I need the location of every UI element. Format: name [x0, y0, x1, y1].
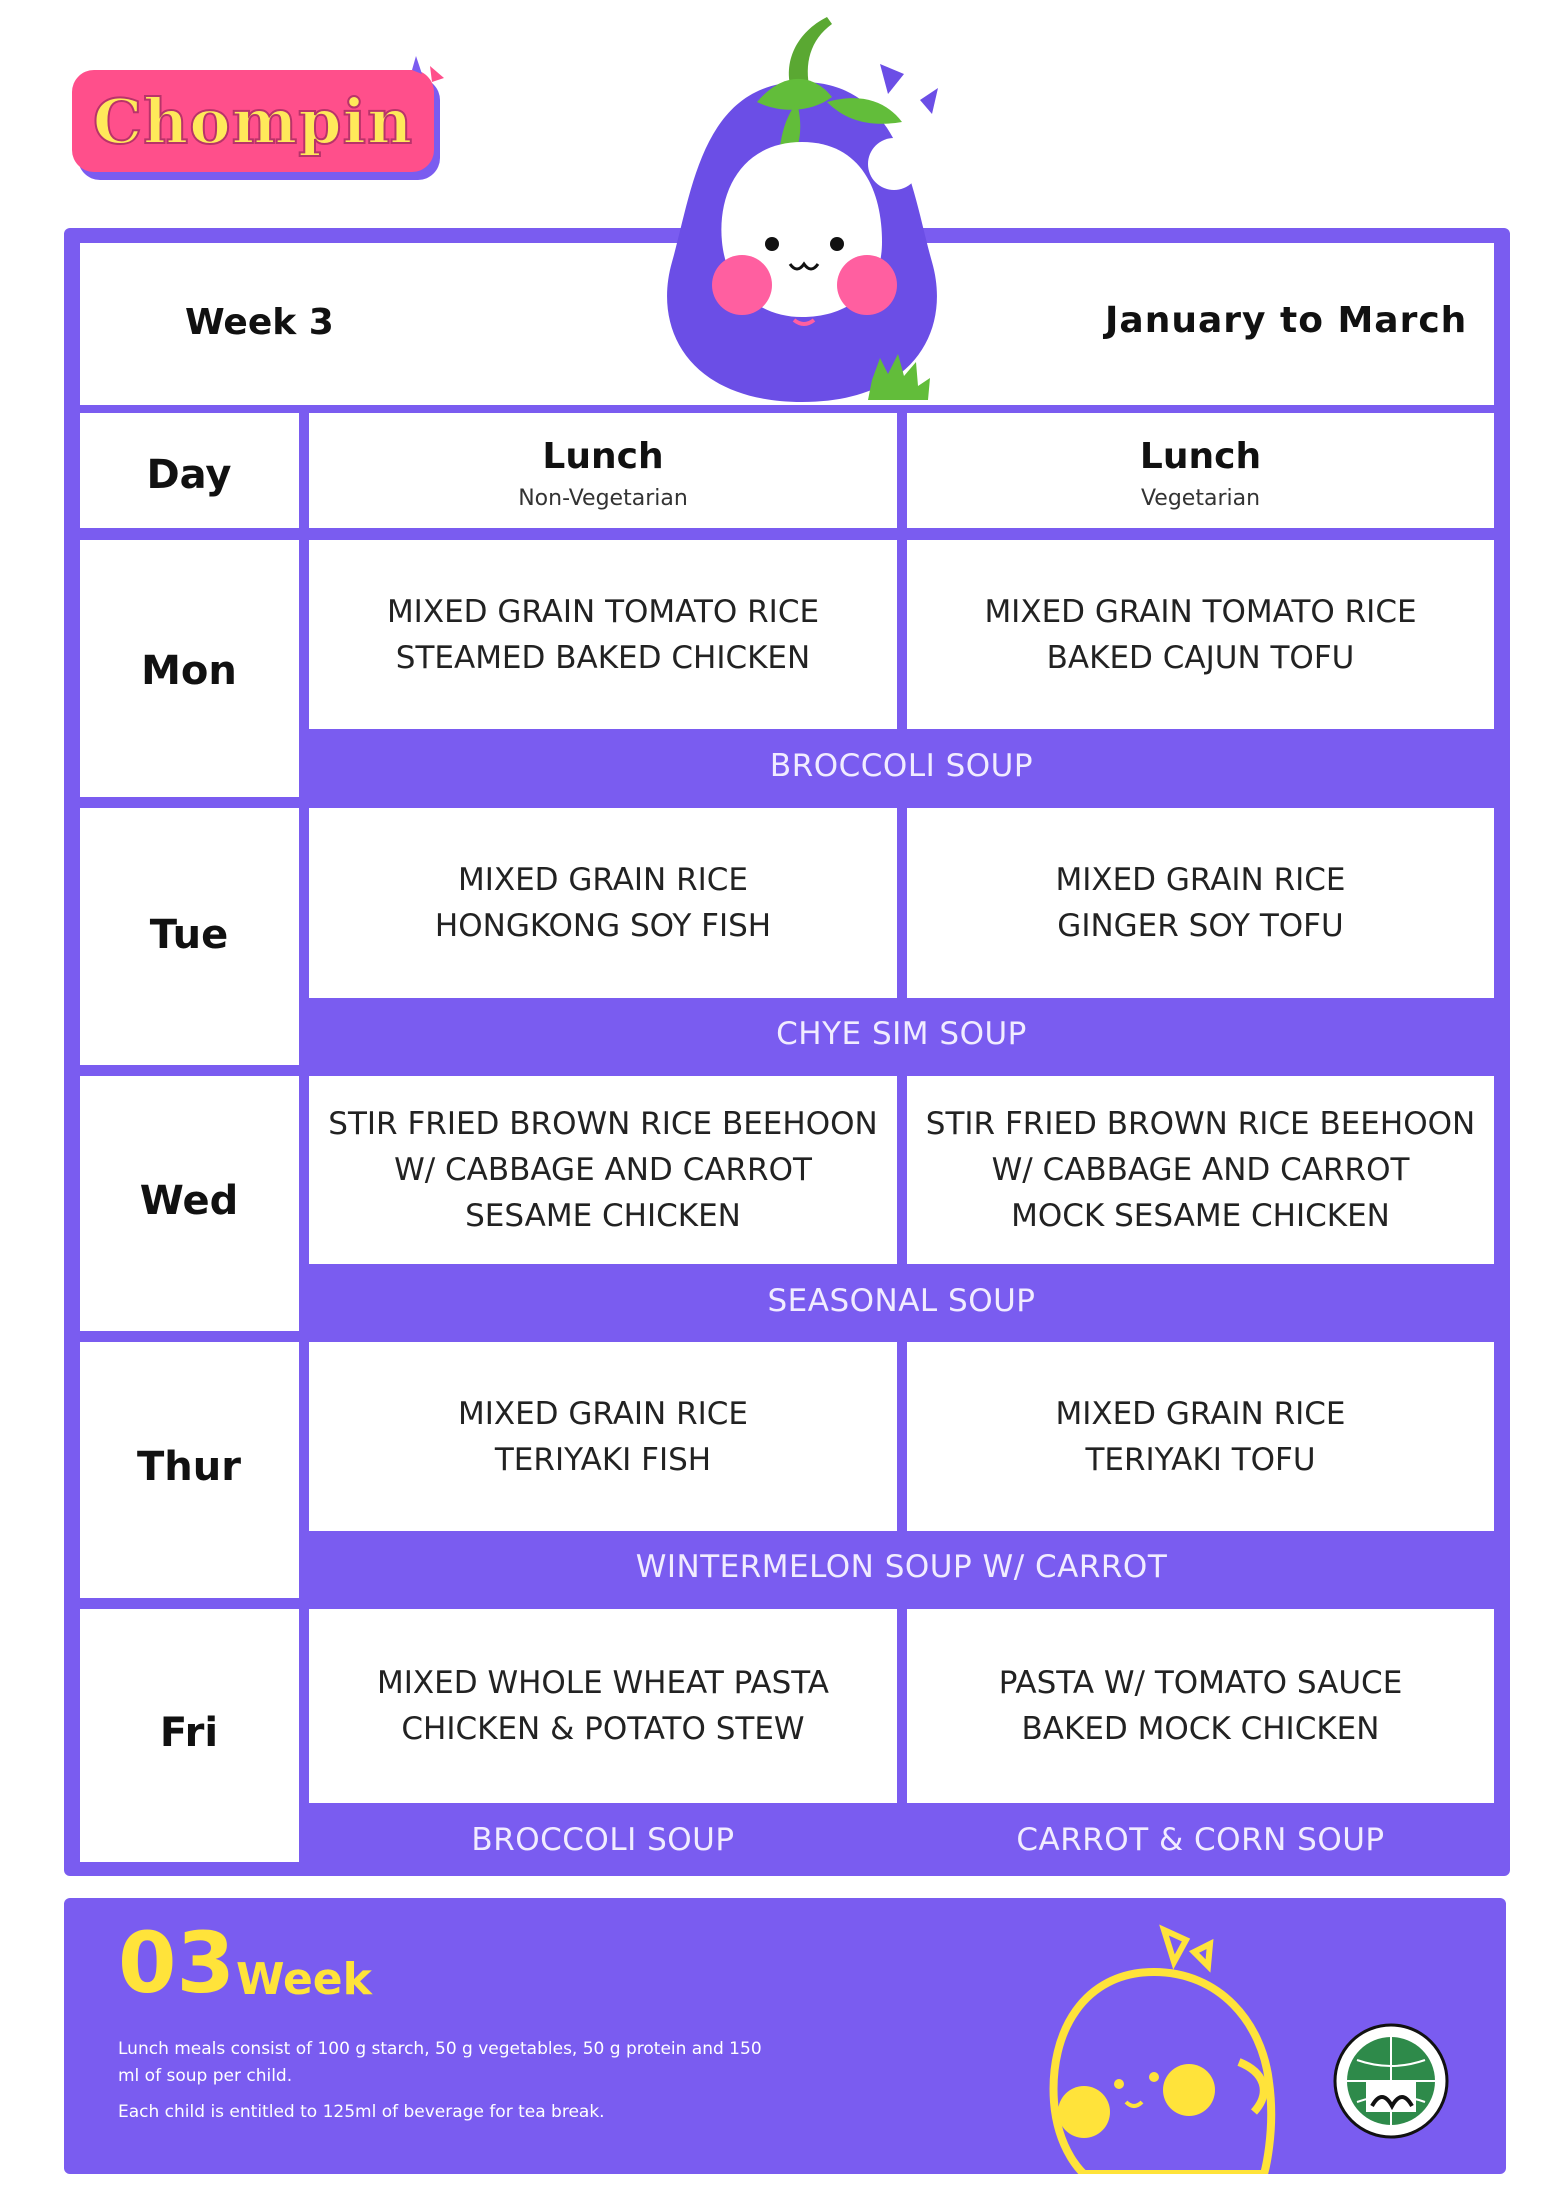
beverage-note: Each child is entitled to 125ml of beverage for tea break.: [118, 2102, 605, 2122]
nonveg-column-subtitle: Non-Vegetarian: [518, 486, 688, 511]
brand-name: Chompin: [92, 84, 414, 158]
meal-line: TERIYAKI FISH: [494, 1441, 712, 1478]
day-label-thur: Thur: [137, 1444, 241, 1490]
meal-line: BAKED MOCK CHICKEN: [1021, 1711, 1380, 1747]
meal-line: STIR FRIED BROWN RICE BEEHOON: [925, 1106, 1476, 1142]
nonveg-meal-tue: [309, 808, 897, 998]
day-column-title: Day: [146, 452, 232, 498]
veg-meal-wed: [907, 1076, 1494, 1264]
meal-line: W/ CABBAGE AND CARROT: [991, 1152, 1410, 1188]
meal-line: HONGKONG SOY FISH: [434, 908, 772, 944]
veg-meal-tue: [907, 808, 1494, 998]
meal-line: W/ CABBAGE AND CARROT: [394, 1152, 812, 1188]
nonveg-meal-thur: [309, 1342, 897, 1531]
week-label: Week 3: [185, 302, 334, 343]
meal-line: TERIYAKI TOFU: [1085, 1441, 1316, 1478]
period-label: January to March: [1105, 300, 1468, 341]
meal-line: BAKED CAJUN TOFU: [1046, 639, 1355, 676]
meal-line: MIXED GRAIN TOMATO RICE: [386, 593, 820, 630]
week-word: Week: [236, 1954, 372, 2005]
veg-column-title: Lunch: [1139, 436, 1262, 477]
nonveg-column-title: Lunch: [542, 436, 664, 477]
day-label-tue: Tue: [149, 912, 229, 958]
meal-line: MIXED GRAIN RICE: [1055, 862, 1346, 898]
meal-line: STEAMED BAKED CHICKEN: [395, 639, 811, 676]
meal-line: MOCK SESAME CHICKEN: [1011, 1198, 1390, 1234]
soup-mon: BROCCOLI SOUP: [769, 748, 1034, 784]
veg-column-subtitle: Vegetarian: [1140, 486, 1261, 511]
nonveg-meal-fri: [309, 1609, 897, 1803]
meal-line: MIXED GRAIN RICE: [457, 862, 749, 898]
veg-meal-thur: [907, 1342, 1494, 1531]
day-label-wed: Wed: [139, 1178, 239, 1224]
portion-note: Lunch meals consist of 100 g starch, 50 g vegetables, 50 g protein and 150 ml of soup per child.: [118, 2039, 762, 2086]
soup-fri-nonveg: BROCCOLI SOUP: [471, 1822, 735, 1858]
yellow-mascot-outline-icon: [1014, 1912, 1304, 2174]
footer-panel: [64, 1898, 1506, 2174]
nonveg-meal-wed: [309, 1076, 897, 1264]
meal-line: STIR FRIED BROWN RICE BEEHOON: [328, 1106, 878, 1142]
brand-logo: [72, 70, 434, 172]
veg-meal-mon: [907, 540, 1494, 729]
week-number: 03: [118, 1914, 235, 2012]
day-label-fri: Fri: [159, 1710, 219, 1756]
soup-fri-veg: CARROT & CORN SOUP: [1016, 1822, 1385, 1858]
halal-logo-icon: [1332, 2022, 1450, 2140]
meal-line: MIXED GRAIN RICE: [1055, 1395, 1346, 1432]
spark-icon: [408, 52, 448, 102]
meal-line: CHICKEN & POTATO STEW: [401, 1711, 805, 1747]
meal-line: MIXED GRAIN TOMATO RICE: [984, 593, 1417, 630]
soup-wed: SEASONAL SOUP: [767, 1283, 1036, 1319]
meal-line: PASTA W/ TOMATO SAUCE: [998, 1665, 1403, 1701]
meal-line: MIXED GRAIN RICE: [457, 1395, 749, 1432]
eggplant-mascot-icon: [582, 2, 1022, 404]
meal-line: GINGER SOY TOFU: [1057, 908, 1344, 944]
veg-meal-fri: [907, 1609, 1494, 1803]
nonveg-meal-mon: [309, 540, 897, 729]
meal-line: MIXED WHOLE WHEAT PASTA: [377, 1665, 829, 1701]
meal-line: SESAME CHICKEN: [465, 1198, 741, 1234]
soup-tue: CHYE SIM SOUP: [776, 1016, 1027, 1052]
day-label-mon: Mon: [141, 648, 237, 694]
soup-thur: WINTERMELON SOUP W/ CARROT: [635, 1549, 1168, 1585]
